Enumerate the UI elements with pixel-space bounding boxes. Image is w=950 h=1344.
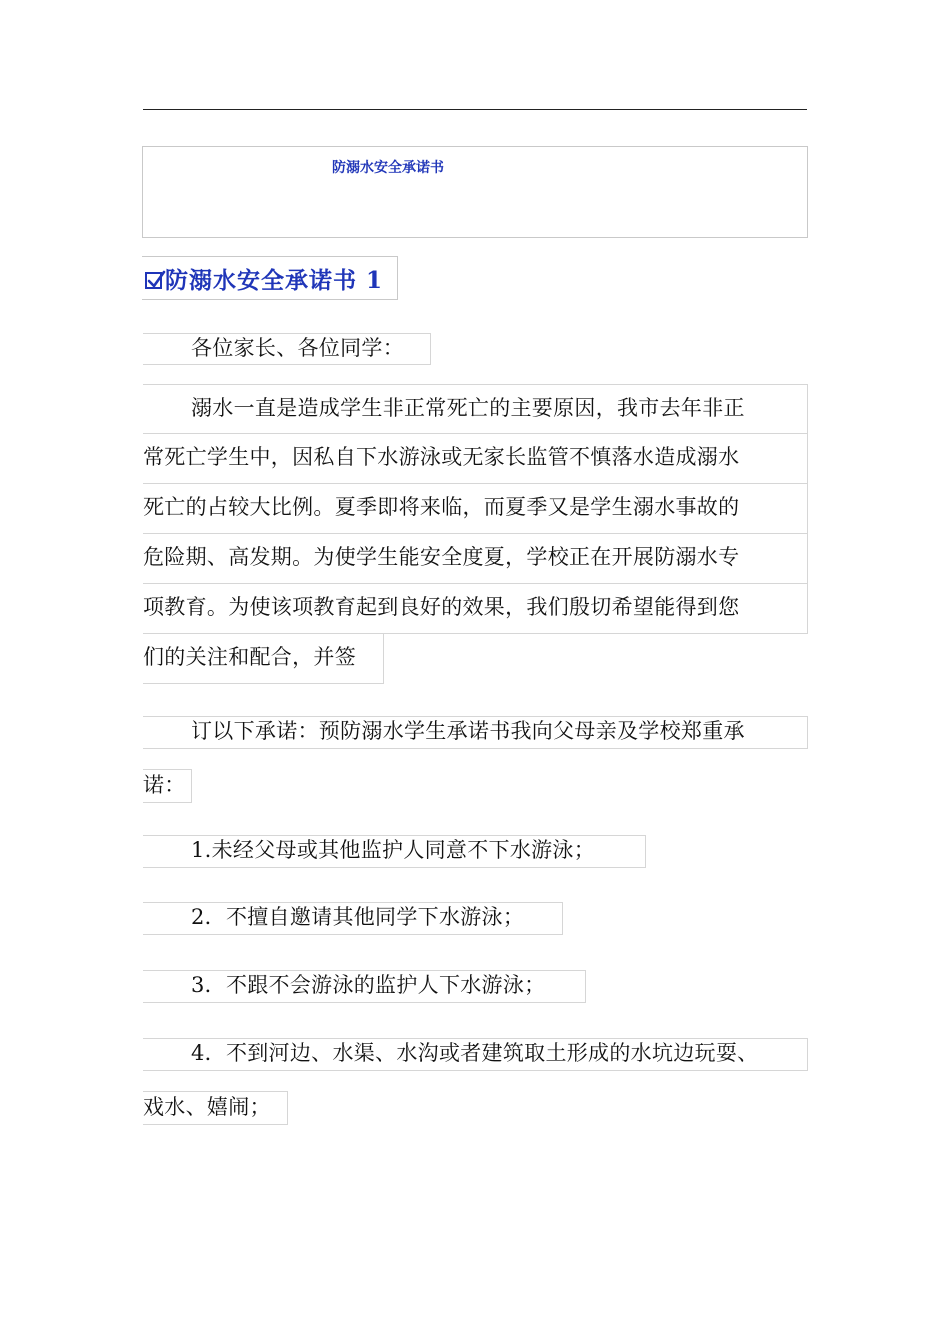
promise-item-line: 4．不到河边、水渠、水沟或者建筑取土形成的水坑边玩耍、	[143, 1038, 808, 1071]
promise-item-line: 3．不跟不会游泳的监护人下水游泳；	[143, 970, 586, 1003]
promise-item-4	[143, 1038, 808, 1125]
header-title: 防溺水安全承诺书	[332, 160, 444, 176]
body-line: 死亡的占较大比例。夏季即将来临，而夏季又是学生溺水事故的	[143, 484, 808, 534]
section-heading	[142, 256, 398, 300]
greeting-line: 各位家长、各位同学：	[143, 333, 431, 365]
promise-item-line: 1.未经父母或其他监护人同意不下水游泳；	[143, 835, 646, 868]
body-line: 们的关注和配合，并签	[143, 634, 384, 684]
body-line: 危险期、高发期。为使学生能安全度夏，学校正在开展防溺水专	[143, 534, 808, 584]
promise-item-3	[143, 970, 808, 1003]
promise-item-2	[143, 902, 808, 935]
agreement-paragraph	[143, 716, 808, 803]
checkbox-checked-icon	[145, 272, 162, 289]
promise-item-line: 戏水、嬉闹；	[143, 1091, 288, 1125]
body-paragraph	[143, 384, 808, 684]
promise-item-1	[143, 835, 808, 868]
section-heading-text: 防溺水安全承诺书 1	[165, 266, 384, 294]
body-line: 常死亡学生中，因私自下水游泳或无家长监管不慎落水造成溺水	[143, 434, 808, 484]
promise-item-line: 2．不擅自邀请其他同学下水游泳；	[143, 902, 563, 935]
greeting-paragraph	[143, 333, 808, 365]
body-line: 项教育。为使该项教育起到良好的效果，我们殷切希望能得到您	[143, 584, 808, 634]
body-line: 溺水一直是造成学生非正常死亡的主要原因，我市去年非正	[143, 384, 808, 434]
header-box	[142, 146, 808, 238]
agreement-line: 诺：	[143, 769, 192, 803]
top-rule	[143, 109, 807, 110]
agreement-line: 订以下承诺：预防溺水学生承诺书我向父母亲及学校郑重承	[143, 716, 808, 749]
